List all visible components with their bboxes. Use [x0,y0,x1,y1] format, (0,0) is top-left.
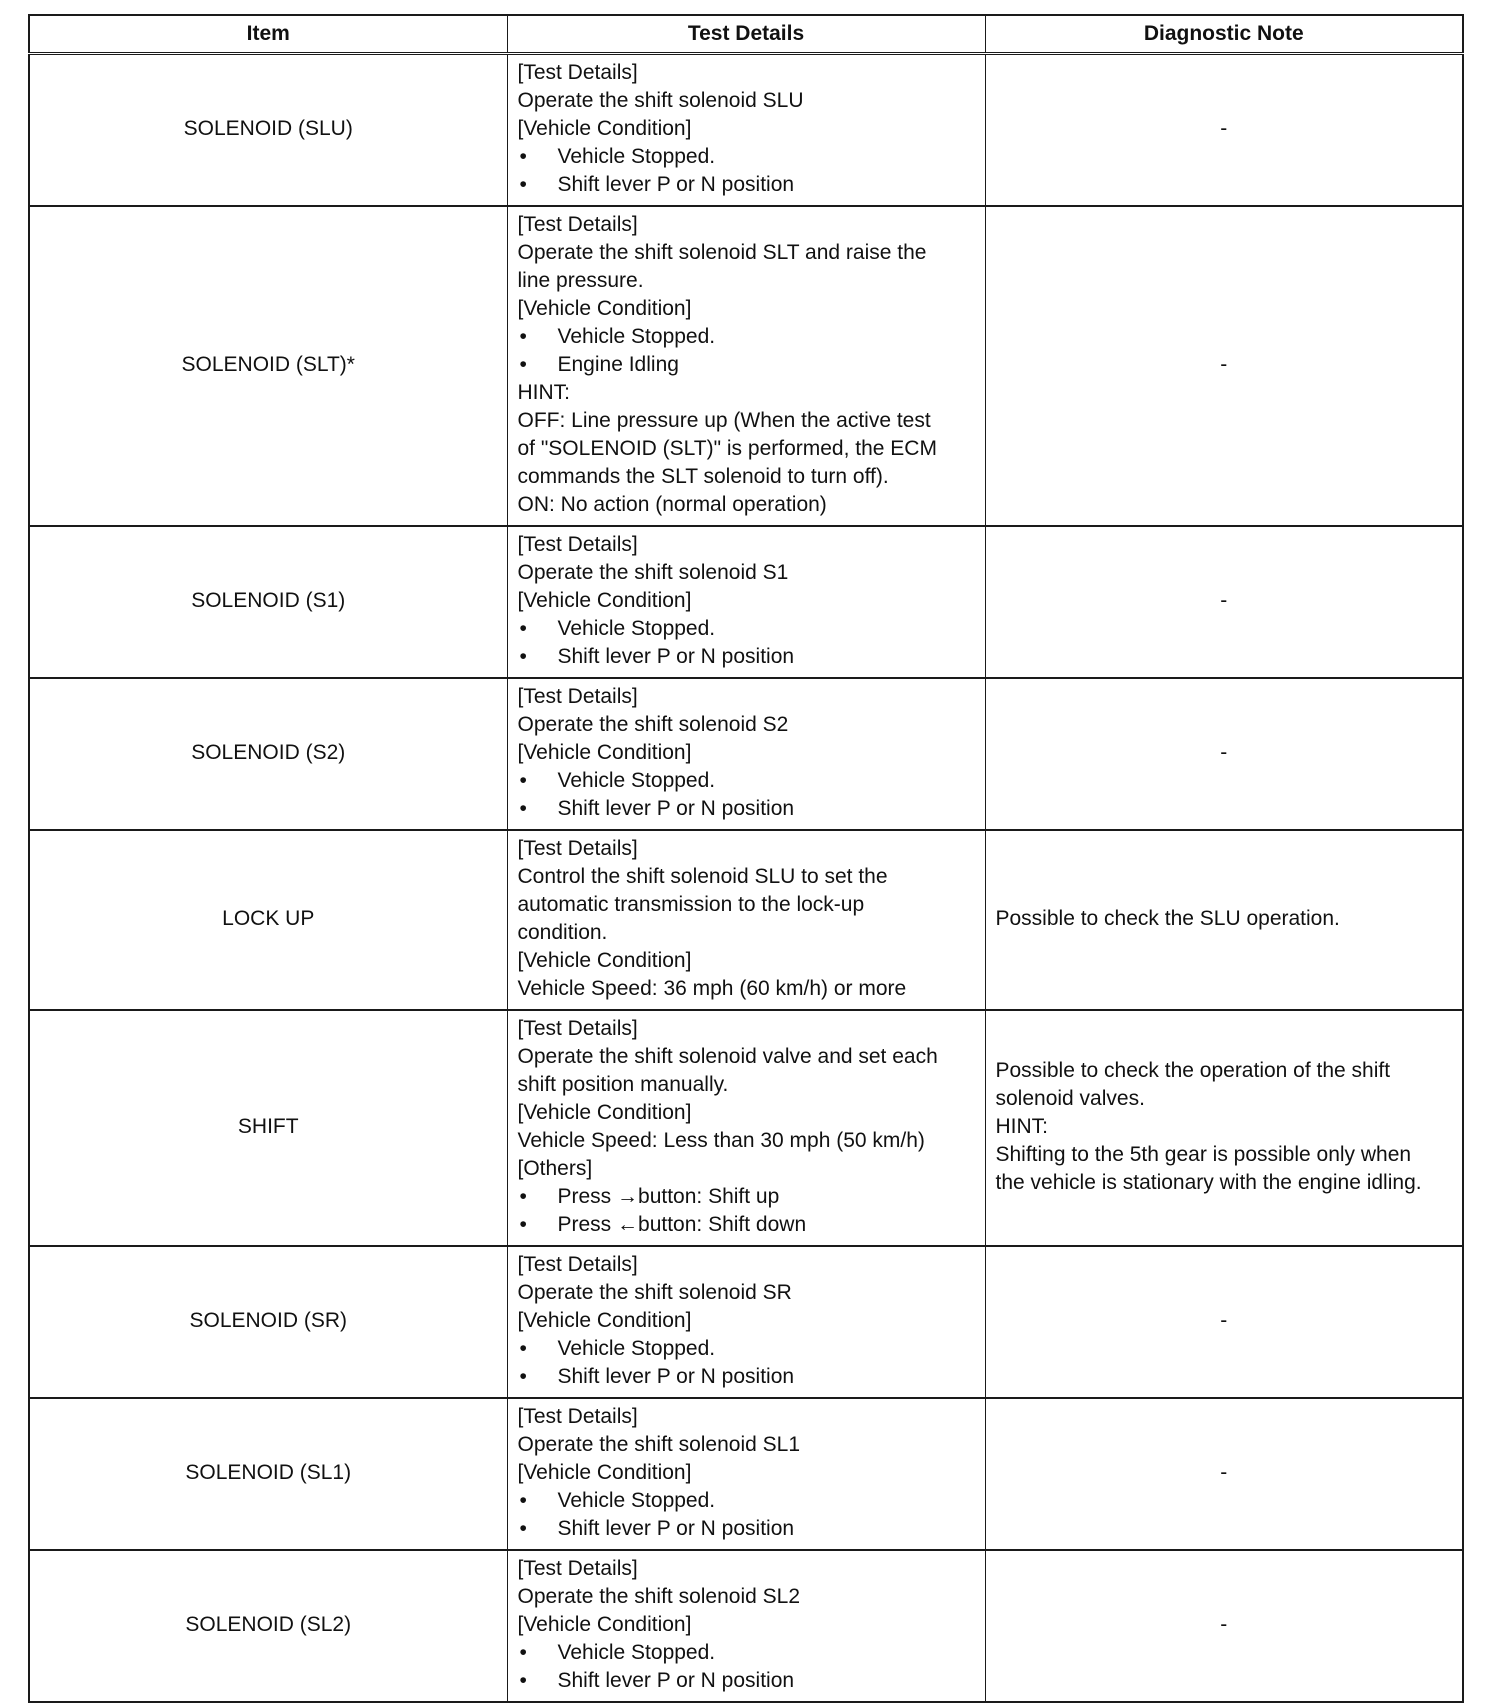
table-row [29,1550,1463,1702]
detail-line: [Test Details] [517,1017,638,1040]
detail-line: [Test Details] [517,61,638,84]
detail-line: [Vehicle Condition] [517,1101,692,1124]
detail-line: [Vehicle Condition] [517,117,692,140]
test-details-cell [507,206,985,526]
detail-line: [Vehicle Condition] [517,949,692,972]
test-details-cell [507,54,985,207]
detail-line: [Vehicle Condition] [517,1613,692,1636]
diagnostic-note-cell [985,54,1463,207]
detail-line: [Test Details] [517,837,638,860]
table-row [29,1246,1463,1398]
note-line: Shifting to the 5th gear is possible only when [995,1143,1412,1166]
detail-line: Control the shift solenoid SLU to set the [517,865,888,888]
test-details-cell [507,526,985,678]
detail-bullet: • Shift lever P or N position [518,171,975,199]
note-line: Possible to check the SLU operation. [995,907,1340,930]
diagnostic-note-cell [985,1398,1463,1550]
detail-bullet: • Engine Idling [518,351,975,379]
detail-line: OFF: Line pressure up (When the active test [517,409,931,432]
detail-line: Operate the shift solenoid valve and set each [517,1045,938,1068]
detail-line: line pressure. [517,269,644,292]
detail-line: Operate the shift solenoid SLT and raise the [517,241,927,264]
detail-bullet: • Shift lever P or N position [518,795,975,823]
detail-line: [Vehicle Condition] [517,1461,692,1484]
detail-bullet: • Shift lever P or N position [518,1667,975,1695]
detail-line: [Test Details] [517,213,638,236]
note-line: - [1220,589,1228,612]
detail-line: [Others] [517,1157,593,1180]
note-line: - [1220,117,1228,140]
item-cell: LOCK UP [29,830,507,1010]
note-line: - [1220,741,1228,764]
detail-line: Operate the shift solenoid SR [517,1281,792,1304]
table-row [29,526,1463,678]
detail-line: [Test Details] [517,1253,638,1276]
diagnostic-note-cell [985,526,1463,678]
detail-line: [Test Details] [517,685,638,708]
item-cell: SOLENOID (S2) [29,678,507,830]
detail-line: condition. [517,921,608,944]
table-row [29,830,1463,1010]
detail-line: Operate the shift solenoid S2 [517,713,789,736]
table-row [29,1010,1463,1246]
header-diagnostic-note: Diagnostic Note [985,15,1463,54]
document-page [28,14,1462,1703]
diagnostic-note-cell [985,1550,1463,1702]
item-cell: SOLENOID (S1) [29,526,507,678]
test-details-cell [507,1398,985,1550]
detail-line: commands the SLT solenoid to turn off). [517,465,889,488]
detail-line: [Test Details] [517,533,638,556]
detail-line: Vehicle Speed: 36 mph (60 km/h) or more [517,977,907,1000]
item-cell: SOLENOID (SL1) [29,1398,507,1550]
table-body [29,54,1463,1703]
diagnostic-note-cell [985,1010,1463,1246]
test-details-cell [507,678,985,830]
note-line: the vehicle is stationary with the engine idling. [995,1171,1422,1194]
table-row [29,1398,1463,1550]
detail-bullet: • Vehicle Stopped. [518,1639,975,1667]
detail-bullet: • Shift lever P or N position [518,643,975,671]
detail-line: [Vehicle Condition] [517,589,692,612]
test-details-cell [507,1246,985,1398]
detail-bullet: • Vehicle Stopped. [518,1335,975,1363]
detail-line: of "SOLENOID (SLT)" is performed, the ECM [517,437,937,460]
detail-line: [Test Details] [517,1405,638,1428]
item-cell: SHIFT [29,1010,507,1246]
header-item: Item [29,15,507,54]
note-line: solenoid valves. [995,1087,1145,1110]
detail-bullet: • Vehicle Stopped. [518,143,975,171]
test-details-cell [507,1010,985,1246]
diagnostic-note-cell [985,830,1463,1010]
detail-bullet: • Shift lever P or N position [518,1515,975,1543]
item-cell: SOLENOID (SLU) [29,54,507,207]
table-row [29,54,1463,207]
diagnostic-note-cell [985,678,1463,830]
note-line: - [1220,1461,1228,1484]
table-row [29,206,1463,526]
detail-line: Operate the shift solenoid SL2 [517,1585,801,1608]
detail-line: Operate the shift solenoid SL1 [517,1433,801,1456]
detail-line: ON: No action (normal operation) [517,493,827,516]
diagnostic-note-cell [985,1246,1463,1398]
active-test-table [28,14,1464,1703]
note-line: - [1220,1309,1228,1332]
detail-bullet: • Press ←button: Shift down [518,1211,975,1239]
test-details-cell [507,1550,985,1702]
note-line: - [1220,353,1228,376]
detail-bullet: • Vehicle Stopped. [518,767,975,795]
detail-bullet: • Press →button: Shift up [518,1183,975,1211]
note-line: - [1220,1613,1228,1636]
detail-line: Vehicle Speed: Less than 30 mph (50 km/h) [517,1129,925,1152]
detail-bullet: • Vehicle Stopped. [518,615,975,643]
header-test-details: Test Details [507,15,985,54]
note-line: Possible to check the operation of the shift [995,1059,1391,1082]
detail-line: shift position manually. [517,1073,729,1096]
detail-line: HINT: [517,381,570,404]
detail-line: Operate the shift solenoid S1 [517,561,789,584]
table-row [29,678,1463,830]
note-line: HINT: [995,1115,1048,1138]
detail-line: [Test Details] [517,1557,638,1580]
detail-bullet: • Vehicle Stopped. [518,1487,975,1515]
detail-bullet: • Shift lever P or N position [518,1363,975,1391]
item-cell: SOLENOID (SLT)* [29,206,507,526]
detail-line: [Vehicle Condition] [517,741,692,764]
detail-bullet: • Vehicle Stopped. [518,323,975,351]
detail-line: automatic transmission to the lock-up [517,893,865,916]
diagnostic-note-cell [985,206,1463,526]
detail-line: [Vehicle Condition] [517,297,692,320]
header-row [29,15,1463,54]
detail-line: Operate the shift solenoid SLU [517,89,804,112]
item-cell: SOLENOID (SR) [29,1246,507,1398]
detail-line: [Vehicle Condition] [517,1309,692,1332]
item-cell: SOLENOID (SL2) [29,1550,507,1702]
test-details-cell [507,830,985,1010]
table-header [29,15,1463,54]
